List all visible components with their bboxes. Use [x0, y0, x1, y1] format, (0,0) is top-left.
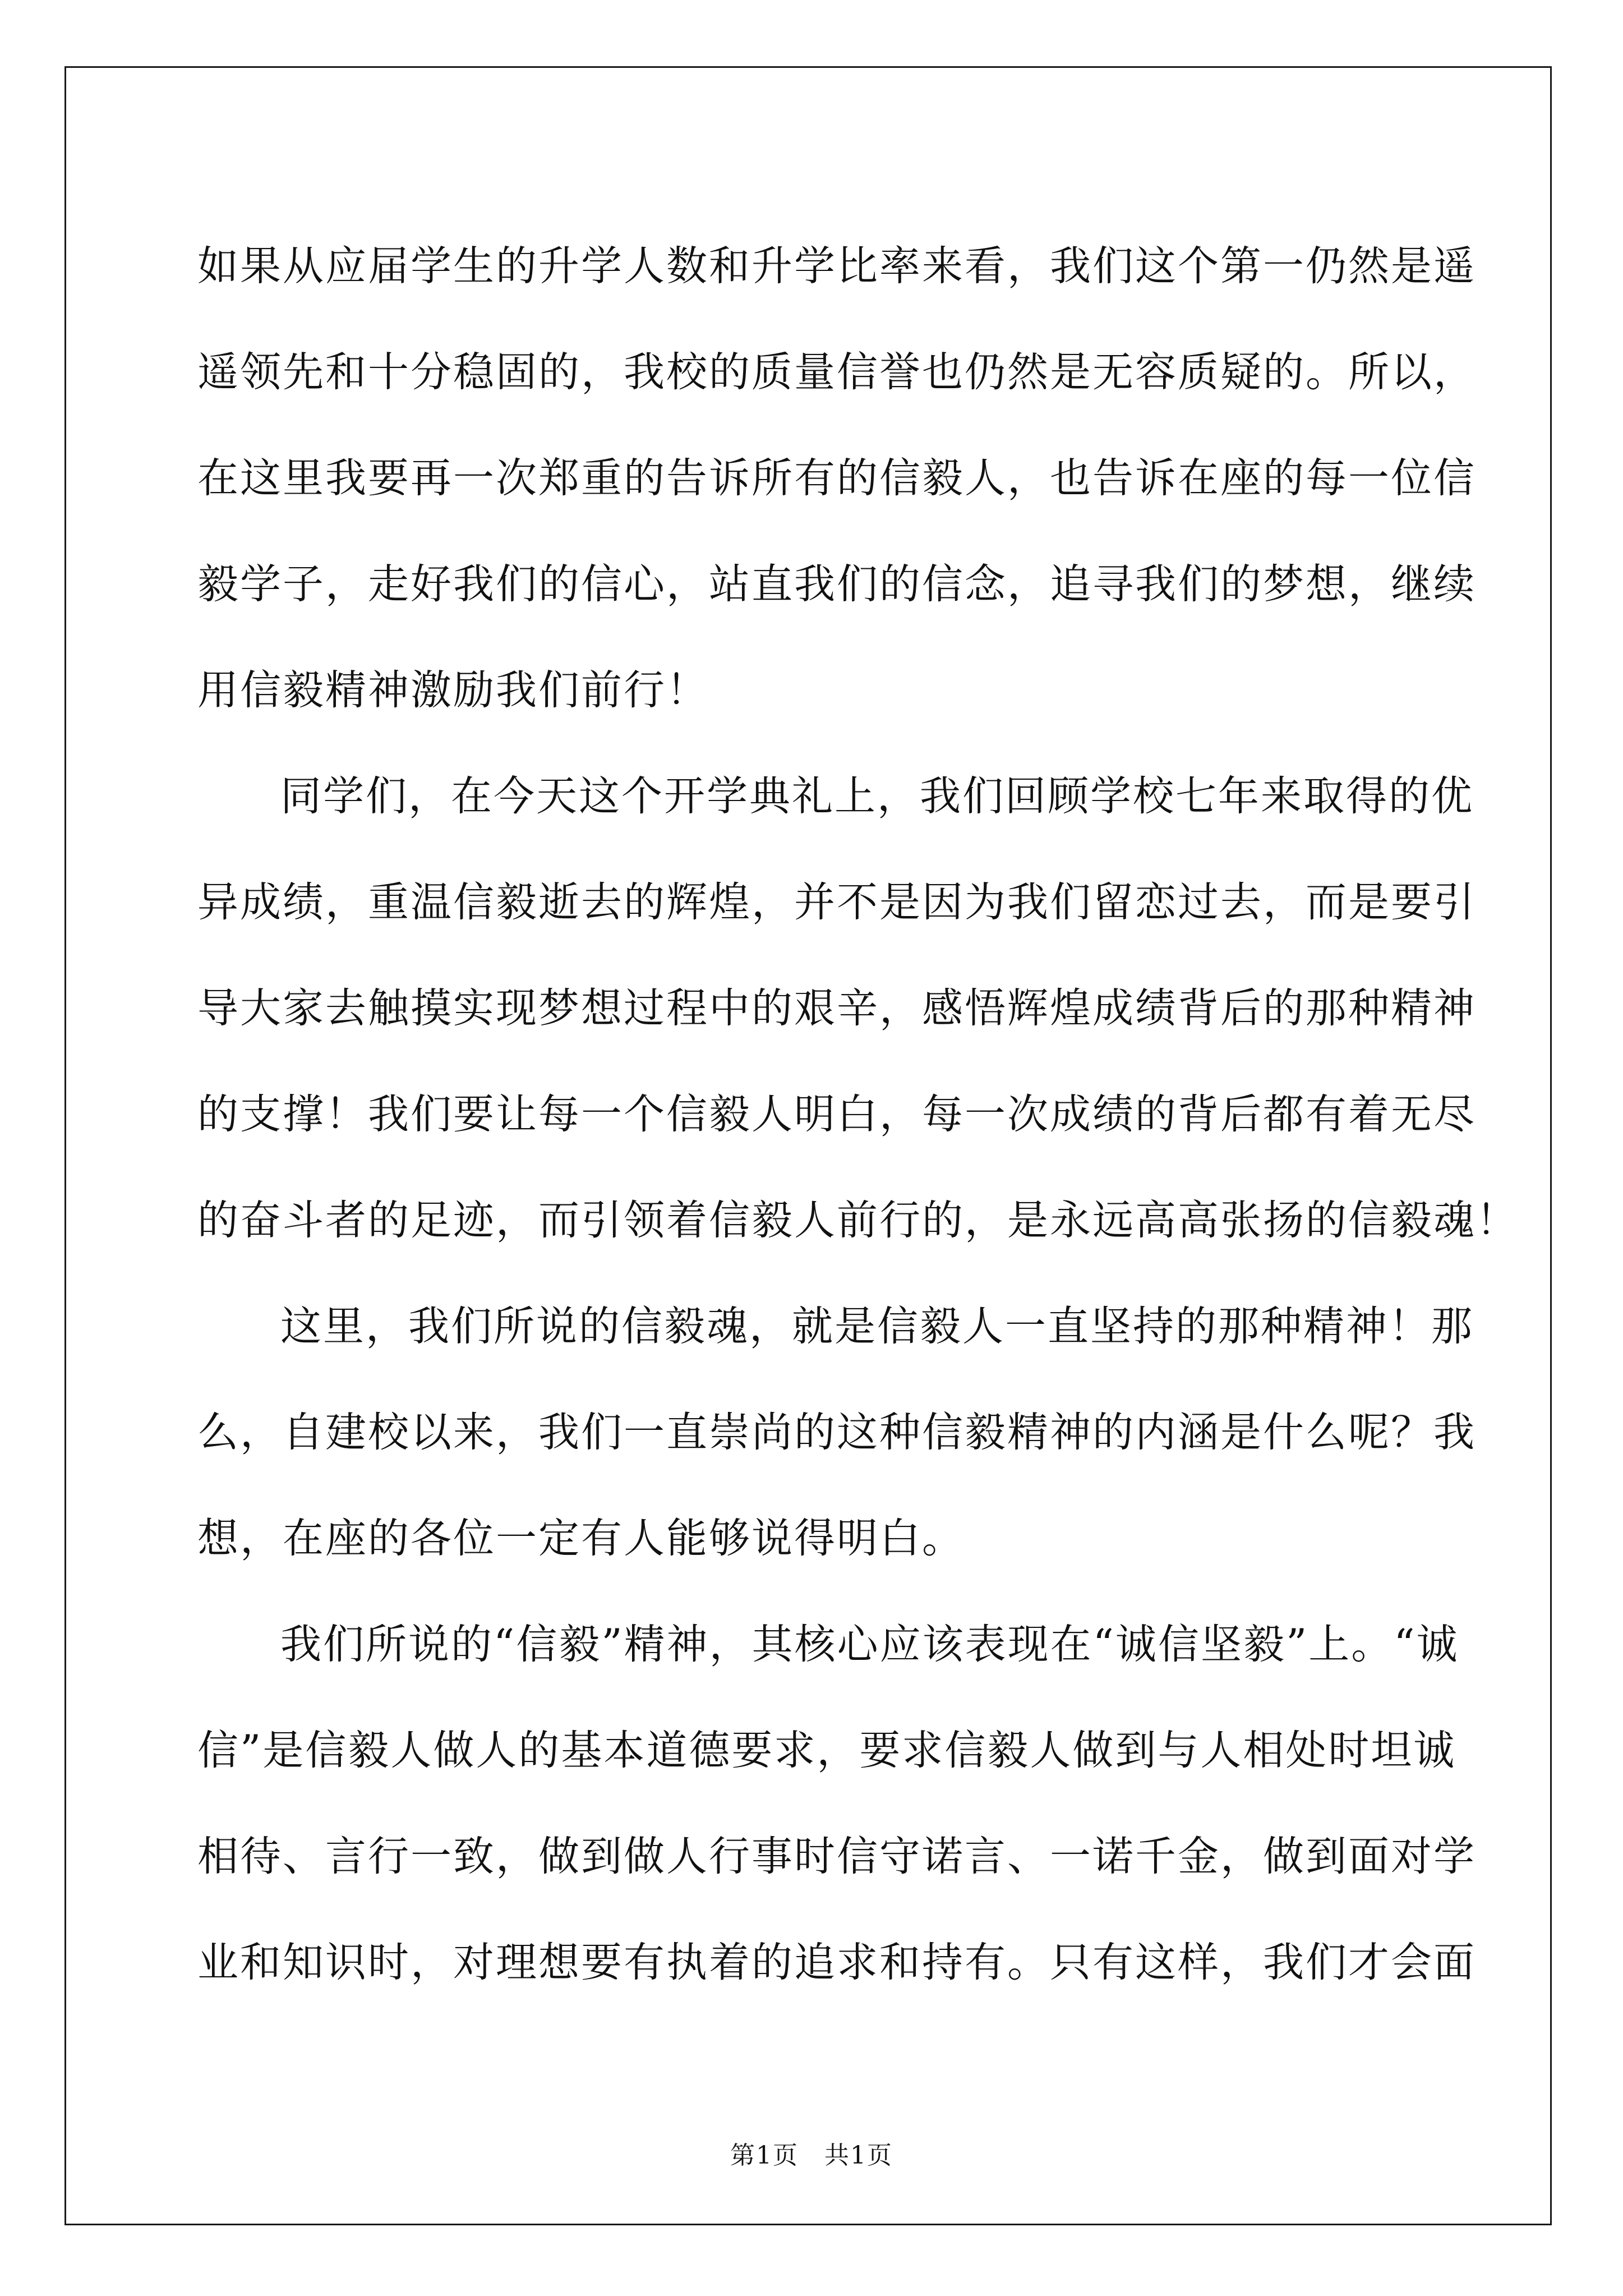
text-line: 业和知识时，对理想要有执着的追求和持有。只有这样，我们才会面 [197, 1939, 1476, 1986]
document-body [197, 213, 1519, 2016]
text-line: 异成绩，重温信毅逝去的辉煌，并不是因为我们留恋过去，而是要引 [197, 878, 1476, 926]
text-line: 遥领先和十分稳固的，我校的质量信誉也仍然是无容质疑的。所以， [197, 348, 1476, 396]
text-line: 的支撑！我们要让每一个信毅人明白，每一次成绩的背后都有着无尽 [197, 1091, 1476, 1138]
text-line: 的奋斗者的足迹，而引领着信毅人前行的，是永远高高张扬的信毅魂！ [197, 1197, 1519, 1244]
text-line: 毅学子，走好我们的信心，站直我们的信念，追寻我们的梦想，继续 [197, 560, 1476, 608]
text-line: 想，在座的各位一定有人能够说得明白。 [197, 1515, 965, 1562]
paragraph-start-line: 同学们，在今天这个开学典礼上，我们回顾学校七年来取得的优 [280, 772, 1474, 820]
text-line: 么，自建校以来，我们一直崇尚的这种信毅精神的内涵是什么呢？我 [197, 1409, 1476, 1456]
paragraph-start-line: 这里，我们所说的信毅魂，就是信毅人一直坚持的那种精神！那 [280, 1303, 1474, 1350]
page-footer: 第1页 共1页 [730, 2141, 893, 2170]
text-line: 在这里我要再一次郑重的告诉所有的信毅人，也告诉在座的每一位信 [197, 454, 1476, 502]
text-line: 用信毅精神激励我们前行！ [197, 666, 709, 714]
text-line: 相待、言行一致，做到做人行事时信守诺言、一诺千金，做到面对学 [197, 1833, 1476, 1880]
text-line: 如果从应届学生的升学人数和升学比率来看，我们这个第一仍然是遥 [197, 242, 1476, 290]
paragraph-start-line: 我们所说的“信毅”精神，其核心应该表现在“诚信坚毅”上。“诚 [280, 1621, 1459, 1668]
text-line: 信”是信毅人做人的基本道德要求，要求信毅人做到与人相处时坦诚 [197, 1727, 1456, 1774]
text-line: 导大家去触摸实现梦想过程中的艰辛，感悟辉煌成绩背后的那种精神 [197, 984, 1476, 1032]
